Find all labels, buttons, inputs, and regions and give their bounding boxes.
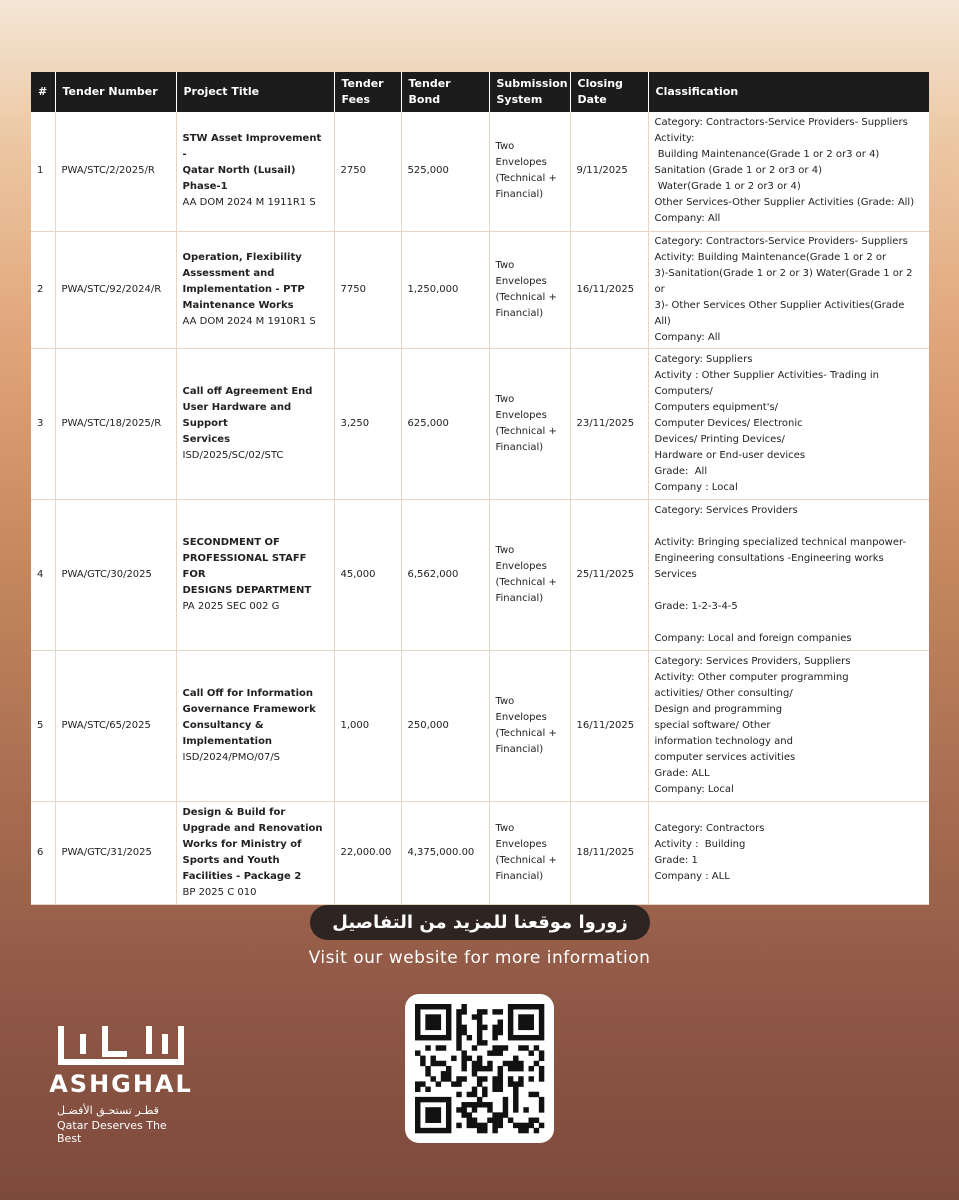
logo-english-tagline: Qatar Deserves The Best bbox=[57, 1119, 167, 1145]
classification-line: Water(Grade 1 or 2 or3 or 4) bbox=[654, 181, 801, 193]
submission-system-cell bbox=[489, 801, 570, 904]
project-title-line: Design & Build for bbox=[182, 806, 286, 818]
tenders-table bbox=[31, 72, 929, 905]
classification-line: 3)-Sanitation(Grade 1 or 2 or 3) Water(Grade 1 or 2 or bbox=[654, 267, 916, 295]
submission-line: (Technical + bbox=[495, 727, 557, 739]
classification-line: 3)- Other Services Other Supplier Activities(Grade All) bbox=[654, 299, 908, 327]
tender-fees: 22,000.00 bbox=[334, 801, 401, 904]
header-tender-number: Tender Number bbox=[55, 72, 176, 112]
table-row bbox=[31, 112, 929, 231]
classification-line: Activity: Building Maintenance(Grade 1 or 2 or bbox=[654, 251, 887, 263]
submission-line: Financial) bbox=[495, 307, 544, 319]
project-title-line: PROFESSIONAL STAFF FOR bbox=[182, 552, 307, 580]
submission-line: Two bbox=[495, 393, 515, 405]
table-header-row bbox=[31, 72, 929, 112]
classification-line: Grade: All bbox=[654, 465, 708, 477]
project-title-line: Governance Framework bbox=[182, 703, 316, 715]
header-closing-date: Closing Date bbox=[570, 72, 648, 112]
tender-fees: 2750 bbox=[334, 112, 401, 231]
project-title-line: STW Asset Improvement - bbox=[182, 133, 322, 161]
project-title-line: Implementation bbox=[182, 735, 273, 747]
classification-line: Computer Devices/ Electronic bbox=[654, 417, 803, 429]
project-title-line: Upgrade and Renovation bbox=[182, 822, 323, 834]
tender-fees: 7750 bbox=[334, 231, 401, 348]
header-project-title: Project Title bbox=[176, 72, 334, 112]
project-title-line: SECONDMENT OF bbox=[182, 536, 280, 548]
classification-line: Category: Contractors-Service Providers- Suppliers bbox=[654, 235, 908, 247]
row-number: 3 bbox=[31, 348, 55, 499]
classification-line: special software/ Other bbox=[654, 719, 771, 731]
submission-line: Two bbox=[495, 695, 515, 707]
tender-number: PWA/STC/65/2025 bbox=[55, 650, 176, 801]
classification-line: Category: Suppliers bbox=[654, 353, 753, 365]
table-row bbox=[31, 348, 929, 499]
submission-line: Envelopes bbox=[495, 711, 547, 723]
classification-line: Design and programming bbox=[654, 703, 783, 715]
submission-line: Two bbox=[495, 544, 515, 556]
classification-line: information technology and bbox=[654, 735, 793, 747]
project-title-cell bbox=[176, 348, 334, 499]
submission-line: Two bbox=[495, 259, 515, 271]
tender-number: PWA/STC/92/2024/R bbox=[55, 231, 176, 348]
submission-system-cell bbox=[489, 499, 570, 650]
classification-line: Activity: Other computer programming bbox=[654, 671, 849, 683]
submission-line: (Technical + bbox=[495, 576, 557, 588]
closing-date: 25/11/2025 bbox=[570, 499, 648, 650]
submission-line: Two bbox=[495, 822, 515, 834]
project-code: BP 2025 C 010 bbox=[182, 886, 257, 898]
classification-line bbox=[655, 519, 924, 535]
classification-line: Sanitation (Grade 1 or 2 or3 or 4) bbox=[654, 165, 822, 177]
table-body bbox=[31, 112, 929, 904]
logo-arabic-tagline: قطـر تستحـق الأفضـل bbox=[57, 1104, 159, 1117]
project-title-line: Consultancy & bbox=[182, 719, 264, 731]
submission-line: Envelopes bbox=[495, 409, 547, 421]
classification-cell bbox=[648, 650, 929, 801]
classification-line: Services bbox=[654, 568, 697, 580]
row-number: 1 bbox=[31, 112, 55, 231]
project-title-line: Operation, Flexibility bbox=[182, 251, 302, 263]
submission-line: Two bbox=[495, 141, 515, 153]
classification-line: Devices/ Printing Devices/ bbox=[654, 433, 785, 445]
tender-bond: 250,000 bbox=[401, 650, 489, 801]
classification-line: Category: Services Providers bbox=[654, 504, 798, 516]
classification-line: Activity : Building bbox=[654, 838, 746, 850]
classification-line: Computers/ bbox=[654, 385, 713, 397]
project-code: AA DOM 2024 M 1911R1 S bbox=[182, 197, 316, 209]
project-title-line: Sports and Youth bbox=[182, 854, 280, 866]
tender-number: PWA/GTC/31/2025 bbox=[55, 801, 176, 904]
header-classification: Classification bbox=[648, 72, 929, 112]
project-title-line: Call Off for Information bbox=[182, 687, 313, 699]
project-code: PA 2025 SEC 002 G bbox=[182, 600, 280, 612]
closing-date: 18/11/2025 bbox=[570, 801, 648, 904]
tender-bond: 525,000 bbox=[401, 112, 489, 231]
classification-line: Company : ALL bbox=[654, 870, 730, 882]
qr-code-card[interactable] bbox=[405, 994, 554, 1143]
project-title-line: Works for Ministry of bbox=[182, 838, 302, 850]
header-tender-fees: Tender Fees bbox=[334, 72, 401, 112]
tender-bond: 625,000 bbox=[401, 348, 489, 499]
classification-line: Computers equipment's/ bbox=[654, 401, 779, 413]
project-title-cell bbox=[176, 650, 334, 801]
classification-cell bbox=[648, 801, 929, 904]
table-row bbox=[31, 650, 929, 801]
classification-line: Company: Local bbox=[654, 783, 734, 795]
classification-cell bbox=[648, 499, 929, 650]
project-title-line: User Hardware and Support bbox=[182, 401, 292, 429]
classification-line: Category: Contractors bbox=[654, 822, 765, 834]
classification-line: Company: All bbox=[654, 213, 721, 225]
project-title-line: Assessment and bbox=[182, 267, 275, 279]
classification-line: Grade: 1 bbox=[654, 854, 698, 866]
project-title-line: Qatar North (Lusail) bbox=[182, 165, 296, 177]
classification-line: Company: Local and foreign companies bbox=[654, 632, 852, 644]
submission-system-cell bbox=[489, 348, 570, 499]
tender-bond: 1,250,000 bbox=[401, 231, 489, 348]
header-number: # bbox=[31, 72, 55, 112]
tender-fees: 45,000 bbox=[334, 499, 401, 650]
tender-bond: 6,562,000 bbox=[401, 499, 489, 650]
project-title-line: DESIGNS DEPARTMENT bbox=[182, 584, 312, 596]
classification-line: Hardware or End-user devices bbox=[654, 449, 806, 461]
header-tender-bond: Tender Bond bbox=[401, 72, 489, 112]
classification-line: Engineering consultations -Engineering works bbox=[654, 552, 884, 564]
classification-line: Activity : Other Supplier Activities- Trading in bbox=[654, 369, 879, 381]
row-number: 2 bbox=[31, 231, 55, 348]
classification-line: Grade: ALL bbox=[654, 767, 710, 779]
ashghal-logo bbox=[49, 1022, 193, 1145]
submission-line: (Technical + bbox=[495, 854, 557, 866]
ashghal-logo-icon bbox=[49, 1022, 193, 1098]
submission-line: (Technical + bbox=[495, 425, 557, 437]
tender-fees: 1,000 bbox=[334, 650, 401, 801]
classification-line: Activity: Bringing specialized technical manpower- bbox=[654, 536, 907, 548]
classification-line: Building Maintenance(Grade 1 or 2 or3 or 4) bbox=[654, 149, 880, 161]
closing-date: 9/11/2025 bbox=[570, 112, 648, 231]
row-number: 4 bbox=[31, 499, 55, 650]
submission-line: Financial) bbox=[495, 870, 544, 882]
project-code: ISD/2024/PMO/07/S bbox=[182, 751, 281, 763]
row-number: 6 bbox=[31, 801, 55, 904]
submission-line: Financial) bbox=[495, 189, 544, 201]
submission-system-cell bbox=[489, 650, 570, 801]
classification-line: Company : Local bbox=[654, 481, 738, 493]
tender-number: PWA/GTC/30/2025 bbox=[55, 499, 176, 650]
submission-system-cell bbox=[489, 112, 570, 231]
logo-wordmark: ASHGHAL bbox=[49, 1070, 193, 1098]
closing-date: 23/11/2025 bbox=[570, 348, 648, 499]
classification-cell bbox=[648, 348, 929, 499]
classification-line: Other Services-Other Supplier Activities (Grade: All) bbox=[654, 197, 915, 209]
tender-fees: 3,250 bbox=[334, 348, 401, 499]
visit-website-arabic-banner: زوروا موقعنا للمزيد من التفاصيل bbox=[310, 905, 650, 940]
classification-cell bbox=[648, 112, 929, 231]
qr-code-icon bbox=[415, 1004, 544, 1133]
tenders-table-wrapper bbox=[31, 72, 929, 905]
tender-bond: 4,375,000.00 bbox=[401, 801, 489, 904]
classification-line: Company: All bbox=[654, 331, 721, 343]
classification-cell bbox=[648, 231, 929, 348]
classification-line: Category: Contractors-Service Providers- Suppliers bbox=[654, 117, 908, 129]
submission-line: Envelopes bbox=[495, 157, 547, 169]
submission-line: Financial) bbox=[495, 441, 544, 453]
project-title-line: Services bbox=[182, 433, 231, 445]
closing-date: 16/11/2025 bbox=[570, 231, 648, 348]
submission-line: (Technical + bbox=[495, 291, 557, 303]
submission-system-cell bbox=[489, 231, 570, 348]
submission-line: Financial) bbox=[495, 592, 544, 604]
classification-line: Activity: bbox=[654, 133, 695, 145]
project-title-cell bbox=[176, 801, 334, 904]
submission-line: Envelopes bbox=[495, 560, 547, 572]
classification-line: computer services activities bbox=[654, 751, 796, 763]
classification-line bbox=[655, 583, 924, 599]
project-title-line: Phase-1 bbox=[182, 181, 228, 193]
table-row bbox=[31, 231, 929, 348]
tender-number: PWA/STC/18/2025/R bbox=[55, 348, 176, 499]
closing-date: 16/11/2025 bbox=[570, 650, 648, 801]
row-number: 5 bbox=[31, 650, 55, 801]
submission-line: Envelopes bbox=[495, 838, 547, 850]
classification-line: Grade: 1-2-3-4-5 bbox=[654, 600, 738, 612]
project-title-cell bbox=[176, 499, 334, 650]
project-code: ISD/2025/SC/02/STC bbox=[182, 449, 284, 461]
project-title-line: Facilities - Package 2 bbox=[182, 870, 302, 882]
visit-website-english-text: Visit our website for more information bbox=[308, 948, 651, 968]
header-submission-system: Submission System bbox=[489, 72, 570, 112]
project-title-cell bbox=[176, 112, 334, 231]
project-title-line: Call off Agreement End bbox=[182, 385, 313, 397]
project-title-line: Maintenance Works bbox=[182, 299, 294, 311]
table-row bbox=[31, 801, 929, 904]
classification-line: activities/ Other consulting/ bbox=[654, 687, 793, 699]
project-title-line: Implementation - PTP bbox=[182, 283, 305, 295]
submission-line: Envelopes bbox=[495, 275, 547, 287]
table-row bbox=[31, 499, 929, 650]
submission-line: (Technical + bbox=[495, 173, 557, 185]
classification-line bbox=[655, 615, 924, 631]
project-code: AA DOM 2024 M 1910R1 S bbox=[182, 315, 316, 327]
project-title-cell bbox=[176, 231, 334, 348]
submission-line: Financial) bbox=[495, 743, 544, 755]
classification-line: Category: Services Providers, Suppliers bbox=[654, 655, 851, 667]
tender-number: PWA/STC/2/2025/R bbox=[55, 112, 176, 231]
